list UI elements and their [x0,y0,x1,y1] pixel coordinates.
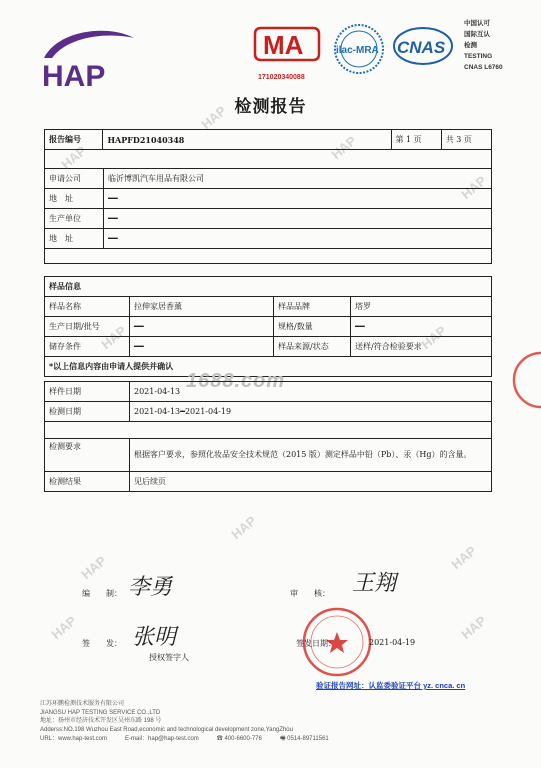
watermark: HAP [228,512,260,543]
watermark: HAP [458,172,490,203]
producer-label: 生产单位 [45,209,104,229]
footer-line: 江苏环鹏检测技术服务有限公司 [40,701,125,707]
watermark: HAP [198,102,230,133]
watermark: HAP [458,612,490,643]
spec-label: 规格/数量 [274,317,351,337]
applicant-table [44,168,492,264]
sample-name-label: 样品名称 [45,297,130,317]
editor-label: 编 制： [82,589,122,598]
source-value: 送样/符合检验要求 [351,337,492,357]
accreditation-line: 检测 [464,42,477,49]
watermark: HAP [48,612,80,643]
test-date-value: 2021-04-13━2021-04-19 [130,402,492,422]
address-label: 地 址 [45,189,104,209]
address-value: ━━ [104,189,492,209]
verify-link[interactable]: 验证报告网址：认监委验证平台 yz. cnca. cn [316,681,466,690]
watermark: HAP [328,132,360,163]
ilac-logo [332,23,386,75]
sample-name-value: 拉伸家居香薰 [130,297,274,317]
report-no-label: 报告编号 [45,130,103,150]
edge-seal [511,350,541,410]
requirement-label: 检测要求 [45,439,130,472]
watermark: HAP [98,322,130,353]
result-label: 检测结果 [45,472,130,492]
source-label: 样品来源/状态 [274,337,351,357]
sign-date-label: 签发日期： [296,639,336,648]
authorized-signatory: 授权签字人 [149,653,189,662]
issuer-signature: 张明 [132,625,177,650]
reviewer-signature: 王翔 [352,571,397,596]
sample-note: *以上信息内容由申请人提供并确认 [45,357,492,377]
ma-text: MA [263,30,304,60]
requirement-value: 根据客户要求，参照化妆品安全技术规范（2015 版）测定样品中铅（Pb）、汞（Hg）的含量。 [130,439,492,472]
watermark: HAP [448,542,480,573]
watermark: HAP [58,142,90,173]
applicant-value: 临沂博凯汽车用品有限公司 [104,169,492,189]
accreditation-line: 中国认可 [464,20,490,27]
batch-label: 生产日期/批号 [45,317,130,337]
company-footer [40,700,329,744]
cert-number: 171020340088 [258,74,305,81]
applicant-label: 申请公司 [45,169,104,189]
logo-text: HAP [42,60,106,93]
footer-line: 地址：扬州市经济技术开发区吴州东路 198 号 [40,718,162,725]
editor-signature: 李勇 [128,575,173,600]
sign-date-value: 2021-04-19 [369,638,416,647]
test-info-table [44,381,492,492]
accreditation-text [464,18,503,73]
accreditation-line: 国际互认 [464,31,490,38]
footer-line: JIANGSU HAP TESTING SERVICE CO.,LTD [40,709,161,716]
sample-table [44,276,492,377]
ma-logo [253,26,321,62]
report-number-table [44,129,492,169]
ilac-text: ilac-MRA [336,45,379,56]
sample-brand-value: 塔罗 [351,297,492,317]
empty-row [45,150,492,169]
receive-date-label: 样件日期 [45,382,130,402]
report-title: 检测报告 [234,97,307,117]
empty-row [45,249,492,264]
reviewer-label: 审 核： [290,589,330,598]
accreditation-line: TESTING [464,53,493,60]
storage-value: ━━ [130,337,274,357]
receive-date-value: 2021-04-13 [130,382,492,402]
footer-line: Adderss:NO.198 Wuzhou East Road,economic and technological development zone,YangZhou [40,727,293,734]
producer-value: ━━ [104,209,492,229]
cnas-logo [392,26,454,66]
accreditation-line: CNAS L6760 [464,64,503,71]
result-value: 见后续页 [130,472,492,492]
test-date-label: 检测日期 [45,402,130,422]
watermark: HAP [78,552,110,583]
page-number: 第 1 页 [391,130,441,150]
watermark: HAP [418,322,450,353]
sample-brand-label: 样品品牌 [274,297,351,317]
batch-value: ━━ [130,317,274,337]
storage-label: 储存条件 [45,337,130,357]
sample-section-title: 样品信息 [45,277,492,297]
footer-line: URL：www.hap-test.com E-mail：hap@hap-test.com ☎ 400-6600-776 🖷 0514-89711561 [40,735,329,742]
cnas-text: CNAS [397,38,446,57]
site-watermark: 1688.com [186,370,286,392]
producer-address-label: 地 址 [45,229,104,249]
producer-address-value: ━━ [104,229,492,249]
spec-value: ━━ [351,317,492,337]
hap-logo [38,24,138,98]
empty-row [45,422,492,439]
page-total: 共 3 页 [441,130,491,150]
issuer-label: 签 发： [82,639,122,648]
report-no-value: HAPFD21040348 [103,130,391,150]
